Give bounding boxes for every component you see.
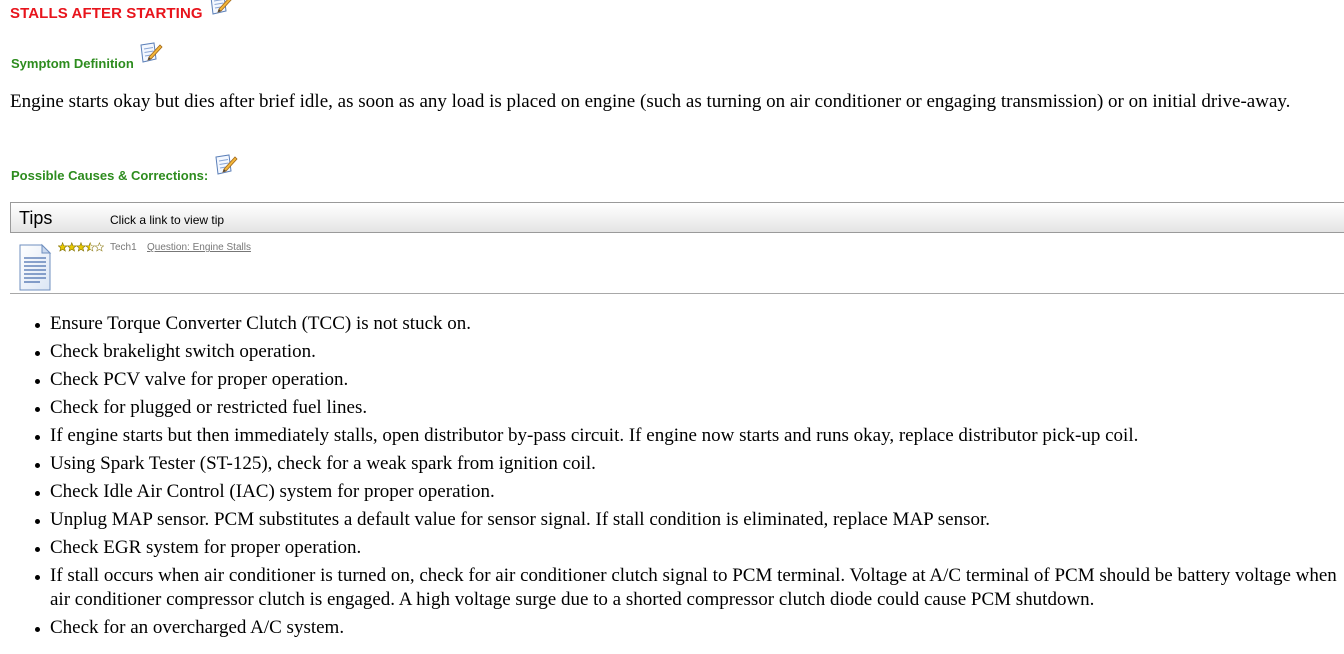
- cause-item: Check for plugged or restricted fuel lines.: [50, 396, 1344, 420]
- star-icon-filled: [68, 243, 77, 251]
- title-row: [10, 0, 233, 26]
- symptom-heading-label: Symptom Definition: [11, 56, 134, 71]
- cause-item: Check Idle Air Control (IAC) system for proper operation.: [50, 480, 1344, 504]
- divider: [10, 293, 1344, 294]
- tip-entry: [10, 238, 1344, 294]
- cause-item: Unplug MAP sensor. PCM substitutes a default value for sensor signal. If stall condition is eliminated, replace MAP sensor.: [50, 508, 1344, 532]
- star-icon-filled: [77, 243, 86, 251]
- tips-hint: Click a link to view tip: [110, 213, 225, 227]
- tips-header-bar: [10, 202, 1344, 233]
- rating-stars: [58, 242, 104, 252]
- causes-heading-label: Possible Causes & Corrections:: [11, 168, 209, 183]
- page-title: STALLS AFTER STARTING: [10, 5, 203, 22]
- tip-link-engine-stalls[interactable]: Question: Engine Stalls: [147, 242, 251, 253]
- symptom-definition-text: Engine starts okay but dies after brief idle, as soon as any load is placed on engine (such as turning on air conditioner or engaging transmission) or on initial drive-away.: [10, 91, 1291, 112]
- edit-note-icon[interactable]: [209, 0, 233, 16]
- cause-item: If engine starts but then immediately stalls, open distributor by-pass circuit. If engine now starts and runs okay, replace distributor pick-up coil.: [50, 424, 1344, 448]
- edit-note-icon[interactable]: [139, 42, 163, 64]
- possible-causes-heading: [11, 154, 238, 183]
- star-icon: [95, 243, 104, 251]
- cause-item: Ensure Torque Converter Clutch (TCC) is not stuck on.: [50, 312, 1344, 336]
- symptom-definition-heading: [11, 42, 163, 71]
- cause-item: Check brakelight switch operation.: [50, 340, 1344, 364]
- cause-item: Using Spark Tester (ST-125), check for a weak spark from ignition coil.: [50, 452, 1344, 476]
- causes-list: [50, 312, 1344, 644]
- cause-item: Check for an overcharged A/C system.: [50, 616, 1344, 640]
- tip-author: Tech1: [110, 242, 137, 253]
- tips-label: Tips: [19, 208, 53, 228]
- cause-item: Check PCV valve for proper operation.: [50, 368, 1344, 392]
- document-icon: [18, 242, 52, 297]
- cause-item: Check EGR system for proper operation.: [50, 536, 1344, 560]
- edit-note-icon[interactable]: [214, 154, 238, 176]
- cause-item: If stall occurs when air conditioner is turned on, check for air conditioner clutch signal to PCM terminal. Voltage at A/C terminal of PCM should be battery voltage when air conditioner compressor clutch is engaged. A high voltage surge due to a shorted compressor clutch diode could cause PCM shutdown.: [50, 564, 1344, 612]
- star-icon-filled: [58, 243, 67, 251]
